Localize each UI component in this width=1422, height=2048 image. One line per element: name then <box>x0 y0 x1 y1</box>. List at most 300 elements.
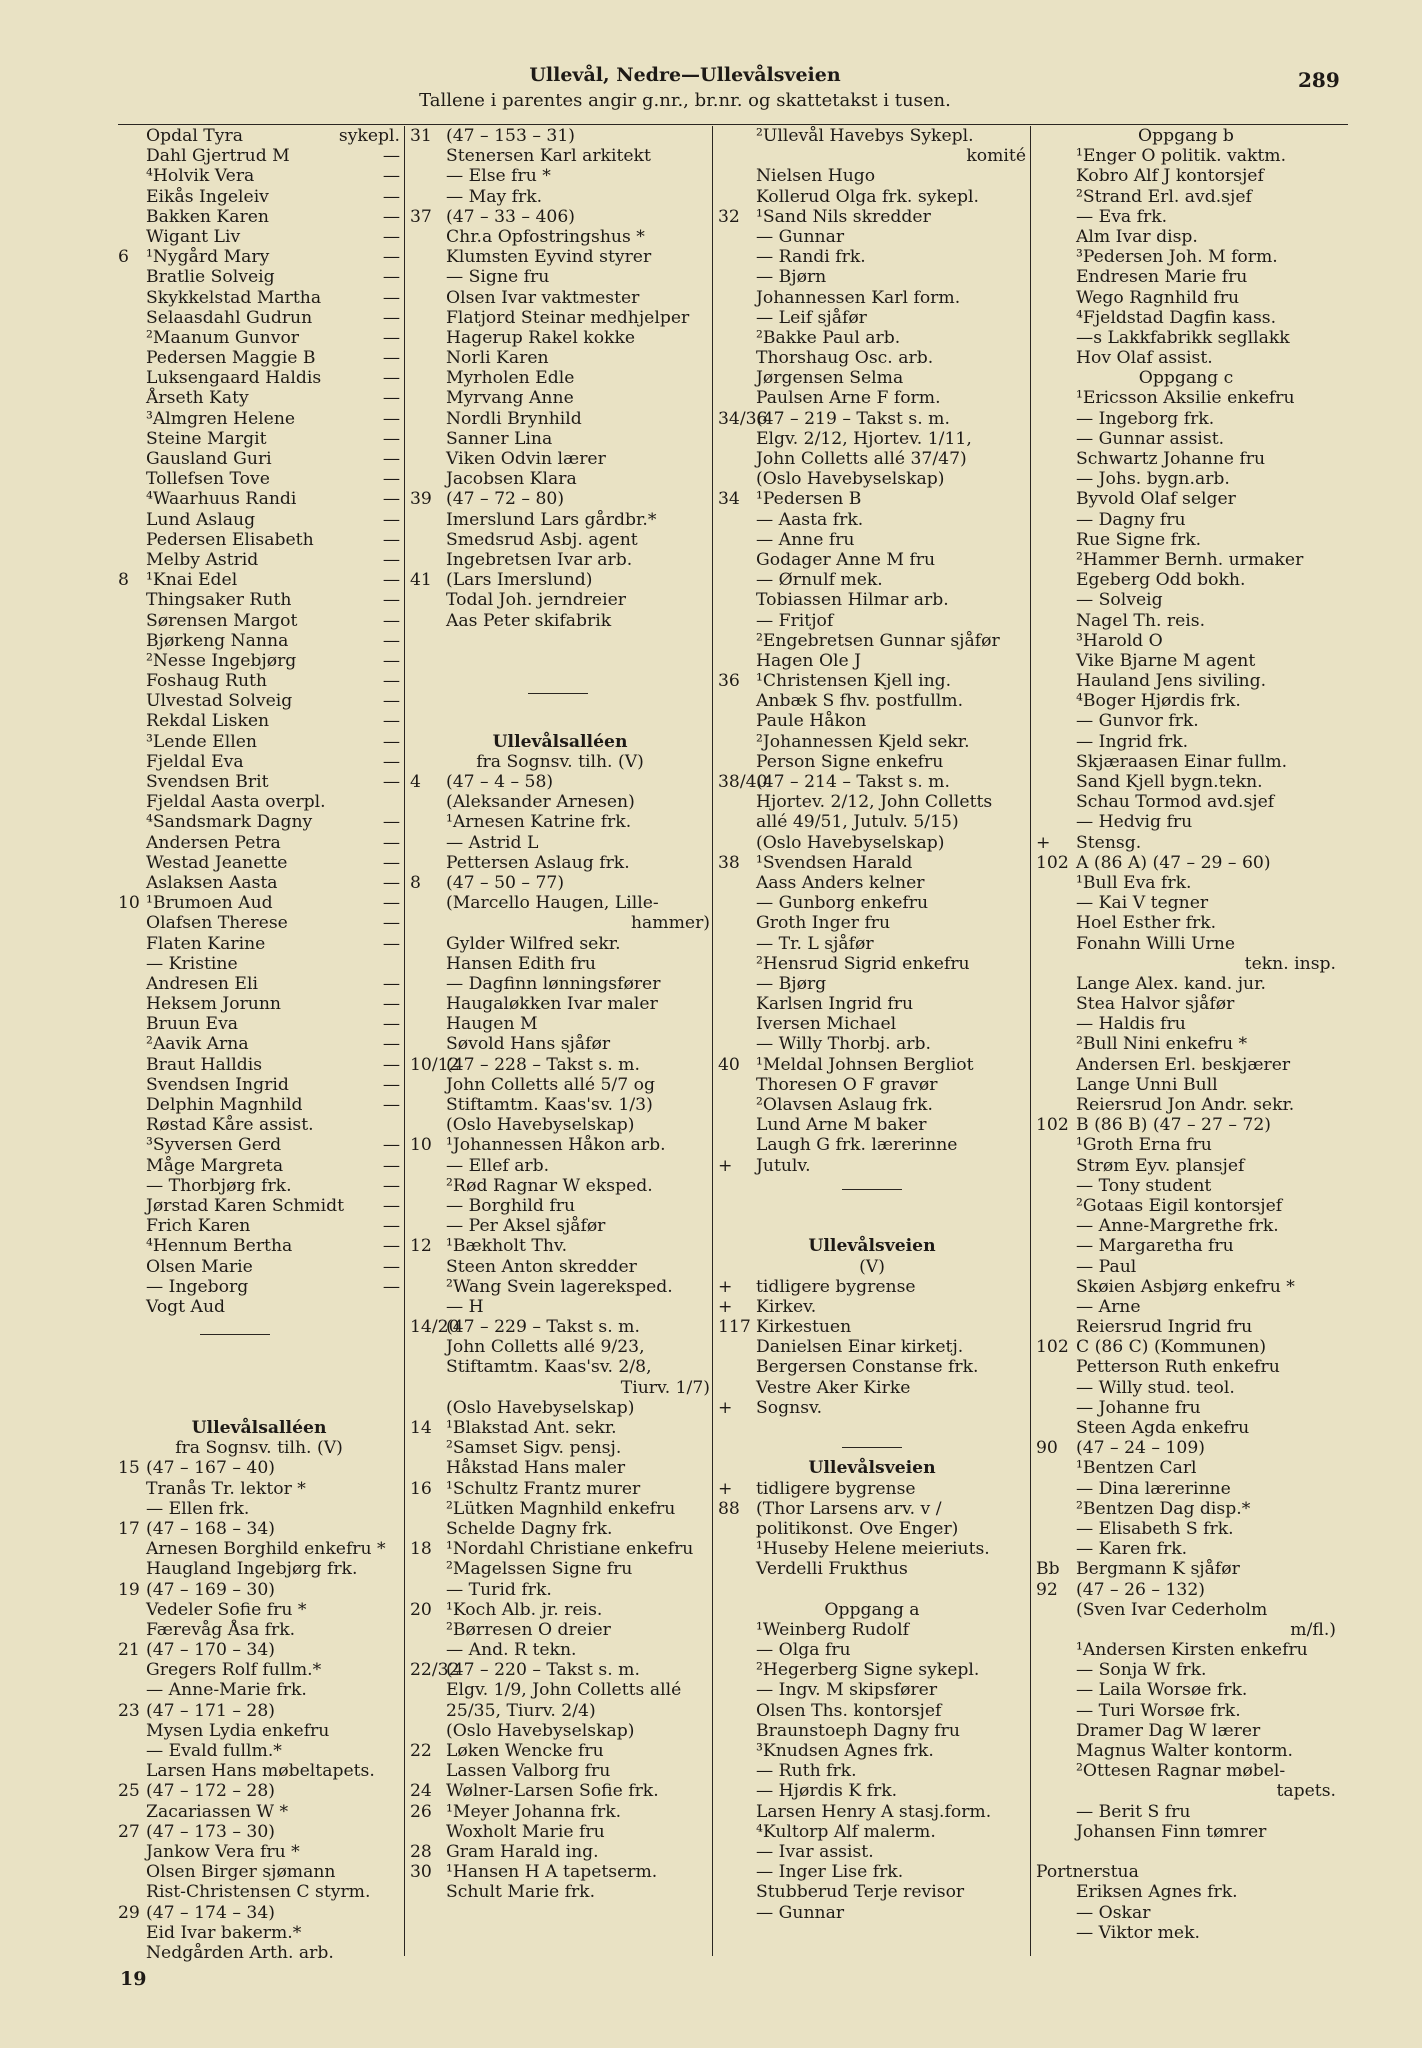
resident-name: Stensg. <box>1076 832 1142 853</box>
resident-name: ¹Christensen Kjell ing. <box>756 671 952 692</box>
directory-entry <box>1036 530 1336 550</box>
directory-entry <box>118 1317 400 1337</box>
resident-name: tidligere bygrense <box>756 1276 916 1297</box>
house-number: + <box>1036 832 1051 853</box>
directory-entry <box>1036 792 1336 812</box>
directory-entry <box>410 1297 710 1317</box>
resident-name: — Willy Thorbj. arb. <box>756 1034 931 1055</box>
directory-entry <box>718 267 1026 287</box>
resident-name: ²Maanum Gunvor <box>146 327 300 348</box>
directory-entry <box>118 1559 400 1579</box>
directory-entry <box>1036 328 1336 348</box>
resident-name: ¹Johannessen Håkon arb. <box>446 1135 666 1156</box>
directory-entry <box>718 1903 1026 1923</box>
directory-entry <box>718 1075 1026 1095</box>
resident-name: Thorshaug Osc. arb. <box>756 348 934 369</box>
resident-name: (47 – 168 – 34) <box>146 1518 275 1539</box>
resident-name: — Borghild fru <box>446 1195 576 1216</box>
directory-entry <box>118 631 400 651</box>
directory-entry <box>1036 1257 1336 1277</box>
directory-entry <box>410 207 710 227</box>
directory-entry <box>1036 267 1336 287</box>
house-number: 12 <box>410 1236 432 1257</box>
directory-entry <box>410 288 710 308</box>
resident-name: Byvold Olaf selger <box>1076 489 1236 510</box>
resident-name: ⁴Waarhuus Randi <box>146 489 297 510</box>
resident-name: ¹Bull Eva frk. <box>1076 872 1192 893</box>
directory-entry <box>1036 1277 1336 1297</box>
directory-entry <box>1036 166 1336 186</box>
directory-entry <box>1036 207 1336 227</box>
directory-entry <box>410 1277 710 1297</box>
directory-entry <box>118 1479 400 1499</box>
resident-name: Stiftamtm. Kaas'sv. 1/3) <box>446 1095 653 1115</box>
section-note: Oppgang b <box>1138 126 1234 146</box>
resident-name: B (86 B) (47 – 27 – 72) <box>1076 1115 1271 1136</box>
resident-name: Delphin Magnhild <box>146 1095 303 1115</box>
directory-entry <box>410 409 710 429</box>
directory-entry <box>410 1438 710 1458</box>
house-number: 92 <box>1036 1579 1058 1600</box>
resident-name: Paulsen Arne F form. <box>756 388 941 409</box>
directory-entry <box>1036 994 1336 1014</box>
house-number: 90 <box>1036 1438 1058 1459</box>
directory-entry <box>118 570 400 590</box>
resident-name: ¹Ericsson Aksilie enkefru <box>1076 388 1295 409</box>
ditto-mark: — <box>382 691 400 712</box>
resident-name: Larsen Hans møbeltapets. <box>146 1761 375 1782</box>
directory-entry <box>118 994 400 1014</box>
ditto-mark: — <box>382 671 400 692</box>
directory-entry <box>410 611 710 631</box>
directory-entry <box>718 1398 1026 1418</box>
resident-name: Svendsen Brit <box>146 772 269 792</box>
directory-entry <box>718 429 1026 449</box>
directory-entry <box>718 1115 1026 1135</box>
resident-name: Melby Astrid <box>146 549 259 570</box>
resident-name: Steine Margit <box>146 428 267 449</box>
directory-entry <box>410 348 710 368</box>
directory-entry <box>410 974 710 994</box>
directory-entry <box>718 1721 1026 1741</box>
directory-entry <box>718 1034 1026 1054</box>
resident-name: — Ingv. M skipsfører <box>756 1680 938 1701</box>
resident-name: ²Olavsen Aslaug frk. <box>756 1095 933 1115</box>
resident-name: ¹Knai Edel <box>146 570 238 591</box>
directory-entry <box>718 388 1026 408</box>
resident-name: Vestre Aker Kirke <box>756 1377 911 1398</box>
directory-entry <box>118 893 400 913</box>
directory-entry <box>1036 954 1336 974</box>
directory-entry <box>410 570 710 590</box>
resident-name: — Gunborg enkefru <box>756 893 929 914</box>
directory-entry <box>1036 1095 1336 1115</box>
ditto-mark: — <box>382 1095 400 1115</box>
directory-entry <box>1036 570 1336 590</box>
resident-name: — Margaretha fru <box>1076 1236 1234 1257</box>
directory-entry <box>410 590 710 610</box>
directory-entry <box>1036 934 1336 954</box>
house-number: 8 <box>118 570 129 591</box>
house-number: 18 <box>410 1539 432 1560</box>
resident-name: Skykkelstad Martha <box>146 287 322 308</box>
house-number: 34 <box>718 489 740 510</box>
resident-name: ¹Nordahl Christiane enkefru <box>446 1539 694 1560</box>
resident-name: Thoresen O F gravør <box>756 1074 938 1095</box>
directory-entry <box>118 651 400 671</box>
directory-entry <box>118 1781 400 1801</box>
directory-entry <box>118 288 400 308</box>
ditto-mark: — <box>382 1135 400 1156</box>
directory-entry <box>718 1600 1026 1620</box>
resident-name: — Tony student <box>1076 1175 1212 1196</box>
directory-entry <box>118 711 400 731</box>
house-number: 38/40 <box>718 772 768 792</box>
resident-name: — Per Aksel sjåfør <box>446 1216 606 1237</box>
directory-entry <box>410 994 710 1014</box>
resident-name: — Turid frk. <box>446 1579 552 1600</box>
directory-entry <box>118 1862 400 1882</box>
directory-entry <box>410 671 710 691</box>
resident-name: — Oskar <box>1076 1902 1151 1923</box>
column-separator-1 <box>404 126 405 1956</box>
directory-entry <box>118 489 400 509</box>
resident-name: ²Gotaas Eigil kontorsjef <box>1076 1195 1283 1216</box>
resident-name: — Solveig <box>1076 590 1163 611</box>
directory-entry <box>410 853 710 873</box>
resident-name: Årseth Katy <box>146 388 249 409</box>
resident-name: Nordli Brynhild <box>446 408 582 429</box>
resident-name: Vogt Aud <box>146 1296 226 1317</box>
directory-entry <box>718 1539 1026 1559</box>
resident-name: Stenersen Karl arkitekt <box>446 146 651 167</box>
resident-name: Olsen Birger sjømann <box>146 1862 336 1883</box>
house-number: 26 <box>410 1801 432 1822</box>
directory-entry <box>718 611 1026 631</box>
directory-entry <box>1036 1156 1336 1176</box>
resident-name: — Karen frk. <box>1076 1539 1188 1560</box>
house-number: 36 <box>718 671 740 692</box>
ditto-mark: — <box>382 428 400 449</box>
street-heading: Ullevålsveien <box>808 1458 936 1479</box>
resident-name: Hjortev. 2/12, John Colletts <box>756 792 993 813</box>
directory-entry <box>718 1055 1026 1075</box>
directory-entry <box>410 873 710 893</box>
resident-name: ²Rød Ragnar W eksped. <box>446 1175 653 1196</box>
resident-name: (47 – 172 – 28) <box>146 1781 275 1802</box>
resident-name: Wego Ragnhild fru <box>1076 287 1240 308</box>
resident-name: Myrholen Edle <box>446 368 575 389</box>
ditto-mark: — <box>382 267 400 288</box>
resident-name: — Anne-Margrethe frk. <box>1076 1216 1279 1237</box>
resident-name: Braut Halldis <box>146 1054 263 1075</box>
directory-entry <box>410 1075 710 1095</box>
resident-name: Sand Kjell bygn.tekn. <box>1076 772 1263 792</box>
resident-name: (Aleksander Arnesen) <box>446 792 635 813</box>
resident-name: Jutulv. <box>756 1155 811 1176</box>
house-number: 14/20 <box>410 1317 460 1338</box>
directory-entry <box>718 187 1026 207</box>
directory-entry <box>1036 247 1336 267</box>
resident-name: — Randi frk. <box>756 247 866 268</box>
directory-entry <box>118 530 400 550</box>
directory-entry <box>1036 1337 1336 1357</box>
page-number: 289 <box>1298 68 1340 92</box>
directory-entry <box>1036 1418 1336 1438</box>
directory-entry <box>718 590 1026 610</box>
resident-name: — Gunnar <box>756 1902 845 1923</box>
directory-entry <box>118 772 400 792</box>
directory-entry <box>410 388 710 408</box>
directory-entry <box>718 570 1026 590</box>
directory-entry <box>718 469 1026 489</box>
resident-name: Ingebretsen Ivar arb. <box>446 549 633 570</box>
resident-name: ³Lende Ellen <box>146 731 257 752</box>
directory-entry <box>118 1418 400 1438</box>
directory-entry <box>410 833 710 853</box>
resident-name: — Bjørg <box>756 973 827 994</box>
section-note: fra Sognsv. tilh. (V) <box>175 1438 343 1459</box>
house-number: 40 <box>718 1054 740 1075</box>
directory-entry <box>118 1236 400 1256</box>
directory-entry <box>410 1822 710 1842</box>
directory-entry <box>718 247 1026 267</box>
ditto-mark: — <box>382 832 400 853</box>
directory-entry <box>410 267 710 287</box>
resident-name: Kobro Alf J kontorsjef <box>1076 166 1264 187</box>
resident-name: — Sonja W frk. <box>1076 1660 1207 1681</box>
directory-entry <box>410 954 710 974</box>
resident-name: Laugh G frk. lærerinne <box>756 1135 958 1156</box>
resident-name: Schau Tormod avd.sjef <box>1076 792 1275 813</box>
directory-entry <box>718 974 1026 994</box>
directory-entry <box>410 449 710 469</box>
directory-entry <box>1036 1357 1336 1377</box>
house-number: 29 <box>118 1902 140 1923</box>
directory-entry <box>1036 873 1336 893</box>
resident-name: Thingsaker Ruth <box>146 590 292 611</box>
directory-entry <box>1036 1438 1336 1458</box>
directory-entry <box>718 1822 1026 1842</box>
ditto-mark: — <box>382 711 400 732</box>
resident-name: Schult Marie frk. <box>446 1882 596 1903</box>
resident-name: Måge Margreta <box>146 1155 284 1176</box>
resident-name: ²Ottesen Ragnar møbel- <box>1076 1761 1286 1782</box>
directory-entry <box>718 227 1026 247</box>
directory-entry <box>410 227 710 247</box>
directory-entry <box>410 1539 710 1559</box>
resident-name: Hansen Edith fru <box>446 953 596 974</box>
resident-name: ³Syversen Gerd <box>146 1135 282 1156</box>
resident-name: Wølner-Larsen Sofie frk. <box>446 1781 659 1802</box>
directory-entry <box>410 247 710 267</box>
directory-entry <box>1036 893 1336 913</box>
resident-name: Bergersen Constanse frk. <box>756 1357 979 1378</box>
directory-entry <box>1036 1034 1336 1054</box>
directory-entry <box>718 711 1026 731</box>
ditto-mark: sykepl. <box>338 126 400 146</box>
section-note: Oppgang a <box>824 1599 920 1620</box>
resident-name: John Colletts allé 37/47) <box>756 449 967 469</box>
house-number: Bb <box>1036 1559 1060 1580</box>
resident-name: — May frk. <box>446 186 543 207</box>
directory-entry <box>1036 812 1336 832</box>
resident-name: ¹Bækholt Thv. <box>446 1236 568 1257</box>
directory-entry <box>118 954 400 974</box>
resident-name: (47 – 214 – Takst s. m. <box>756 772 950 792</box>
resident-name: Pedersen Elisabeth <box>146 529 314 550</box>
resident-name: (Sven Ivar Cederholm <box>1076 1599 1268 1620</box>
resident-name: ¹Schultz Frantz murer <box>446 1478 641 1499</box>
resident-name: ²Hammer Bernh. urmaker <box>1076 549 1304 570</box>
house-number: 22 <box>410 1741 432 1761</box>
resident-name: (Oslo Havebyselskap) <box>446 1720 635 1741</box>
resident-name: Vedeler Sofie fru * <box>146 1599 307 1620</box>
resident-name: Ulvestad Solveig <box>146 691 293 712</box>
ditto-mark: m/fl.) <box>1290 1619 1336 1640</box>
directory-entry <box>410 1600 710 1620</box>
directory-entry <box>718 409 1026 429</box>
resident-name: ³Pedersen Joh. M form. <box>1076 247 1278 268</box>
resident-name: ¹Svendsen Harald <box>756 852 913 873</box>
resident-name: Fonahn Willi Urne <box>1076 933 1236 954</box>
resident-name: — Laila Worsøe frk. <box>1076 1680 1248 1701</box>
resident-name: Håkstad Hans maler <box>446 1458 626 1479</box>
directory-entry <box>718 651 1026 671</box>
ditto-mark: — <box>382 449 400 469</box>
house-number: 15 <box>118 1458 140 1479</box>
directory-entry <box>718 1580 1026 1600</box>
directory-entry <box>410 893 710 913</box>
resident-name: ⁴Fjeldstad Dagfin kass. <box>1076 307 1277 328</box>
house-number: 28 <box>410 1841 432 1862</box>
directory-entry <box>718 853 1026 873</box>
resident-name: — Ørnulf mek. <box>756 570 883 591</box>
directory-entry <box>1036 1620 1336 1640</box>
resident-name: Andersen Petra <box>146 832 281 853</box>
house-number: 37 <box>410 206 432 227</box>
directory-entry <box>118 126 400 146</box>
directory-entry <box>118 611 400 631</box>
directory-entry <box>118 166 400 186</box>
resident-name: Lassen Valborg fru <box>446 1761 611 1782</box>
directory-entry <box>718 1337 1026 1357</box>
directory-entry <box>118 1257 400 1277</box>
directory-entry <box>1036 1317 1336 1337</box>
resident-name: ¹Nygård Mary <box>146 247 270 268</box>
resident-name: — Turi Worsøe frk. <box>1076 1700 1241 1721</box>
house-number: 25 <box>118 1781 140 1802</box>
house-number: + <box>718 1397 733 1418</box>
directory-entry <box>118 1600 400 1620</box>
resident-name: Fjeldal Aasta overpl. <box>146 792 326 813</box>
resident-name: (47 – 228 – Takst s. m. <box>446 1054 640 1075</box>
resident-name: — Inger Lise frk. <box>756 1862 904 1883</box>
resident-name: Olsen Marie <box>146 1256 253 1277</box>
resident-name: Schelde Dagny frk. <box>446 1518 613 1539</box>
directory-entry <box>118 247 400 267</box>
directory-entry <box>718 166 1026 186</box>
resident-name: Eikås Ingeleiv <box>146 186 269 207</box>
resident-name: Olsen Ivar vaktmester <box>446 287 640 308</box>
directory-entry <box>1036 1721 1336 1741</box>
resident-name: Pedersen Maggie B <box>146 348 316 369</box>
house-number: 17 <box>118 1518 140 1539</box>
resident-name: 25/35, Tiurv. 2/4) <box>446 1700 596 1721</box>
directory-entry <box>410 187 710 207</box>
directory-entry <box>718 752 1026 772</box>
resident-name: Sognsv. <box>756 1397 823 1418</box>
directory-entry <box>410 934 710 954</box>
directory-entry <box>1036 368 1336 388</box>
directory-entry <box>410 631 710 651</box>
resident-name: Opdal Tyra <box>146 126 243 146</box>
resident-name: ¹Bentzen Carl <box>1076 1458 1197 1479</box>
resident-name: — Kristine <box>146 953 238 974</box>
directory-entry <box>718 1257 1026 1277</box>
resident-name: Portnerstua <box>1036 1862 1139 1883</box>
directory-entry <box>410 328 710 348</box>
directory-entry <box>118 1357 400 1377</box>
directory-entry <box>1036 1519 1336 1539</box>
ditto-mark: — <box>382 549 400 570</box>
resident-name: Stea Halvor sjåfør <box>1076 994 1235 1015</box>
resident-name: (47 – 167 – 40) <box>146 1458 275 1479</box>
ditto-mark: — <box>382 146 400 167</box>
directory-entry <box>1036 772 1336 792</box>
directory-entry <box>1036 1701 1336 1721</box>
page-title: Ullevål, Nedre—Ullevålsveien <box>529 64 841 86</box>
directory-entry <box>1036 1499 1336 1519</box>
directory-entry <box>1036 611 1336 631</box>
resident-name: — Ruth frk. <box>756 1761 857 1782</box>
resident-name: — Elisabeth S frk. <box>1076 1518 1234 1539</box>
resident-name: ¹Brumoen Aud <box>146 893 273 914</box>
directory-entry <box>718 671 1026 691</box>
directory-entry <box>1036 590 1336 610</box>
resident-name: (47 – 220 – Takst s. m. <box>446 1660 640 1681</box>
house-number: 24 <box>410 1781 432 1802</box>
directory-entry <box>718 1862 1026 1882</box>
directory-entry <box>718 368 1026 388</box>
resident-name: Mysen Lydia enkefru <box>146 1720 330 1741</box>
directory-entry <box>1036 691 1336 711</box>
directory-entry <box>1036 974 1336 994</box>
resident-name: ²Magelssen Signe fru <box>446 1559 633 1580</box>
resident-name: ²Børresen O dreier <box>446 1619 611 1640</box>
resident-name: Bjørkeng Nanna <box>146 630 289 651</box>
directory-entry <box>1036 1680 1336 1700</box>
directory-entry <box>410 812 710 832</box>
resident-name: Steen Agda enkefru <box>1076 1418 1250 1438</box>
directory-entry <box>1036 1115 1336 1135</box>
street-heading: Ullevålsveien <box>808 1236 936 1257</box>
directory-entry <box>410 1115 710 1135</box>
directory-entry <box>410 1721 710 1741</box>
resident-name: Kirkestuen <box>756 1317 852 1338</box>
resident-name: Verdelli Frukthus <box>756 1559 908 1580</box>
resident-name: ²Strand Erl. avd.sjef <box>1076 186 1252 207</box>
directory-entry <box>410 1357 710 1377</box>
resident-name: — Ellen frk. <box>146 1498 250 1519</box>
resident-name: Sanner Lina <box>446 428 553 449</box>
resident-name: ¹Arnesen Katrine frk. <box>446 812 632 833</box>
resident-name: Kollerud Olga frk. sykepl. <box>756 186 979 207</box>
column-1 <box>118 126 400 1963</box>
house-number: 21 <box>118 1640 140 1661</box>
ditto-mark: komité <box>966 146 1026 167</box>
resident-name: — Johanne fru <box>1076 1397 1201 1418</box>
